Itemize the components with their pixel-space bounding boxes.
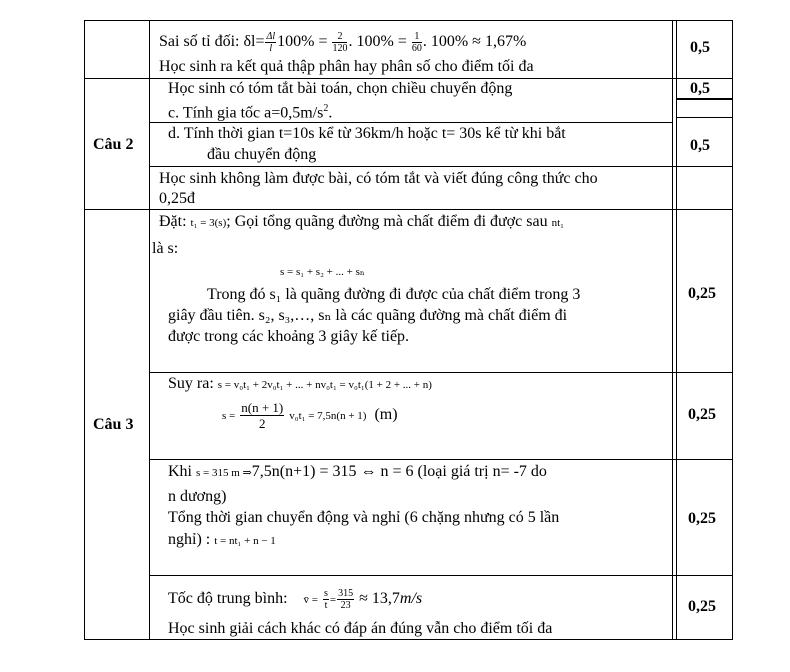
score-divider <box>676 117 732 118</box>
explanation-line: Trong đó s₁ là quãng đường đi được của chất điểm trong 3 <box>207 286 581 303</box>
distance-formula: s = $\frac{n(n + 1)}{2}$ v₀t₁ = 7,5n(n + 1) (m) <box>222 400 398 431</box>
step-d-continued: đầu chuyển động <box>207 146 317 163</box>
table-border-top <box>84 20 732 21</box>
table-border-bottom <box>84 639 732 640</box>
table-border-left <box>84 20 85 640</box>
step-c: c. Tính gia tốc $a=0,5m/s^2$. <box>168 103 333 122</box>
sum-formula: s = s₁ + s₂ + ... + sₙ <box>280 266 365 278</box>
column-divider-content <box>672 20 673 640</box>
score-cell: 0,5 <box>690 80 710 97</box>
score-cell: 0,25 <box>688 598 716 615</box>
grading-note: Học sinh giải cách khác có đáp án đúng vẫn cho điểm tối đa <box>168 620 553 637</box>
step-summary: Học sinh có tóm tắt bài toán, chọn chiều chuyển động <box>168 80 513 97</box>
total-time-formula: nghỉ) : t = nt₁ + n − 1 <box>168 531 276 548</box>
row-divider <box>149 459 732 460</box>
relative-error-formula: Sai số tỉ đối: δl= $\frac{\Delta l}{l}$ 100% = $\frac{2}{120}$ . 100% = $\frac{1}{60}$ . 100% ≈ 1,67% <box>159 31 527 54</box>
row-divider <box>84 209 732 210</box>
score-underline <box>676 98 732 100</box>
grading-note: Học sinh không làm được bài, có tóm tắt và viết đúng công thức cho <box>159 170 598 187</box>
definition-line: Đặt: t₁ = 3(s); Gọi tổng quãng đường mà chất điểm đi được sau nt₁ <box>159 213 564 230</box>
column-divider-score <box>676 20 677 640</box>
score-cell: 0,5 <box>690 137 710 154</box>
score-cell: 0,5 <box>690 39 710 56</box>
step-d: d. Tính thời gian t=10s kể từ 36km/h hoặc t= 30s kể từ khi bắt <box>168 125 566 142</box>
row-divider <box>149 575 732 576</box>
solve-line: Khi s = 315 m ⇒7,5n(n+1) = 315 ⇔ n = 6 (loại giá trị n= -7 do <box>168 463 547 480</box>
score-cell: 0,25 <box>688 406 716 423</box>
column-divider-label <box>149 20 150 640</box>
definition-line-continued: là s: <box>152 240 179 257</box>
total-time-line: Tổng thời gian chuyển động và nghỉ (6 chặng nhưng có 5 lần <box>168 509 560 526</box>
grading-note: Học sinh ra kết quả thập phân hay phân số cho điểm tối đa <box>159 58 534 75</box>
row-divider <box>149 372 732 373</box>
table-border-right <box>732 20 733 640</box>
explanation-line: giây đầu tiên. s₂, s₃,…, sₙ là các quãng đường mà chất điểm đi <box>168 307 568 324</box>
score-cell: 0,25 <box>688 510 716 527</box>
solve-line-continued: n dương) <box>168 488 227 505</box>
derivation-line: Suy ra: s = v₀t₁ + 2v₀t₁ + ... + nv₀t₁ = v₀t₁(1 + 2 + ... + n) <box>168 375 432 392</box>
average-speed-line: Tốc độ trung bình: v̄ = $\frac{s}{t}$ = $\frac{315}{23}$ ≈ 13,7m/s <box>168 588 423 611</box>
explanation-line: được trong các khoảng 3 giây kế tiếp. <box>168 328 410 345</box>
grading-note-continued: 0,25đ <box>159 190 195 207</box>
row-divider <box>84 78 732 79</box>
row-divider <box>149 166 732 167</box>
score-cell: 0,25 <box>688 285 716 302</box>
question-label: Câu 2 <box>93 136 134 153</box>
question-label: Câu 3 <box>93 416 134 433</box>
